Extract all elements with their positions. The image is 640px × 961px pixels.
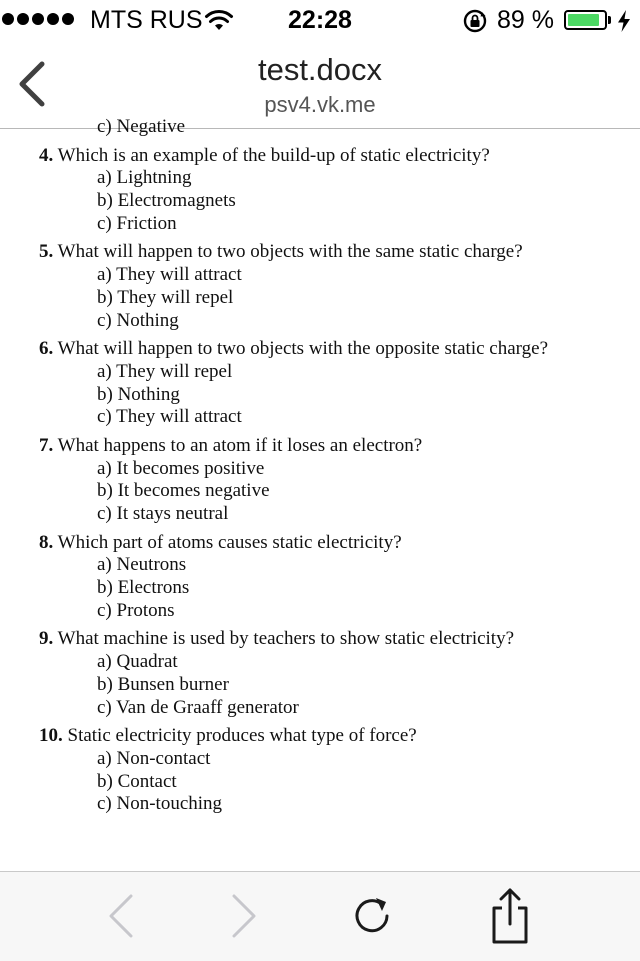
question-block bbox=[0, 338, 640, 429]
answer-option: b) It becomes negative bbox=[97, 480, 270, 502]
question-number: 4. bbox=[39, 144, 54, 166]
answer-option: a) Lightning bbox=[97, 167, 192, 189]
browser-toolbar bbox=[0, 871, 640, 961]
question-text bbox=[0, 241, 640, 264]
question-block bbox=[0, 725, 640, 816]
question-block bbox=[0, 145, 640, 236]
question-number: 7. bbox=[39, 434, 54, 456]
carrier-name: MTS RUS bbox=[90, 6, 203, 34]
document-content bbox=[0, 116, 640, 816]
question-text bbox=[0, 145, 640, 168]
question-number: 6. bbox=[39, 338, 54, 360]
answer-option: a) They will repel bbox=[97, 360, 233, 382]
share-icon[interactable] bbox=[480, 886, 540, 946]
question-block bbox=[0, 628, 640, 719]
battery-level bbox=[568, 14, 599, 26]
answer-option: a) Non-contact bbox=[97, 747, 211, 769]
answer-option: b) Bunsen burner bbox=[97, 673, 229, 695]
reload-icon[interactable] bbox=[342, 886, 402, 946]
question-text bbox=[0, 725, 640, 748]
answer-option: c) Nothing bbox=[97, 309, 179, 331]
answer-option: c) Protons bbox=[97, 599, 175, 621]
question-prompt: Which part of atoms causes static electricity? bbox=[53, 531, 402, 553]
question-prompt: Static electricity produces what type of force? bbox=[62, 725, 417, 747]
battery-icon bbox=[564, 10, 607, 30]
battery-tip bbox=[608, 16, 611, 24]
question-text bbox=[0, 435, 640, 458]
question-prompt: What will happen to two objects with the opposite static charge? bbox=[53, 338, 549, 360]
question-prompt: What happens to an atom if it loses an electron? bbox=[53, 434, 423, 456]
back-arrow-icon[interactable] bbox=[91, 886, 151, 946]
clock: 22:28 bbox=[288, 6, 352, 34]
battery-percent: 89 % bbox=[497, 6, 554, 34]
answer-option: a) It becomes positive bbox=[97, 457, 265, 479]
answer-option: b) Electromagnets bbox=[97, 190, 236, 212]
question-text bbox=[0, 628, 640, 651]
question-text bbox=[0, 532, 640, 555]
question-prompt: What machine is used by teachers to show static electricity? bbox=[53, 628, 515, 650]
question-block bbox=[0, 435, 640, 526]
rotation-lock-icon bbox=[462, 8, 488, 34]
partial-option: c) Negative bbox=[97, 116, 186, 137]
charging-icon bbox=[617, 10, 631, 32]
answer-option: a) They will attract bbox=[97, 264, 242, 286]
question-number: 9. bbox=[39, 628, 54, 650]
document-title: test.docx bbox=[257, 52, 383, 87]
forward-arrow-icon[interactable] bbox=[214, 886, 274, 946]
answer-option: b) They will repel bbox=[97, 286, 234, 308]
document-host: psv4.vk.me bbox=[264, 92, 376, 117]
answer-option: b) Nothing bbox=[97, 383, 180, 405]
answer-option: b) Electrons bbox=[97, 577, 190, 599]
question-block bbox=[0, 241, 640, 332]
question-block bbox=[0, 532, 640, 623]
question-number: 5. bbox=[39, 241, 54, 263]
question-number: 10. bbox=[39, 725, 63, 747]
document-view[interactable] bbox=[0, 116, 640, 871]
question-number: 8. bbox=[39, 531, 54, 553]
answer-option: c) Friction bbox=[97, 212, 177, 234]
answer-option: a) Quadrat bbox=[97, 651, 178, 673]
answer-option: c) It stays neutral bbox=[97, 503, 229, 524]
answer-option: c) Non-touching bbox=[97, 793, 223, 815]
question-prompt: What will happen to two objects with the same static charge? bbox=[53, 241, 523, 263]
status-bar bbox=[0, 0, 640, 40]
answer-option: c) Van de Graaff generator bbox=[97, 696, 299, 718]
question-text bbox=[0, 338, 640, 361]
answer-option: a) Neutrons bbox=[97, 554, 187, 576]
question-prompt: Which is an example of the build-up of static electricity? bbox=[53, 144, 490, 166]
answer-option: c) They will attract bbox=[97, 406, 242, 428]
answer-option: b) Contact bbox=[97, 770, 177, 792]
